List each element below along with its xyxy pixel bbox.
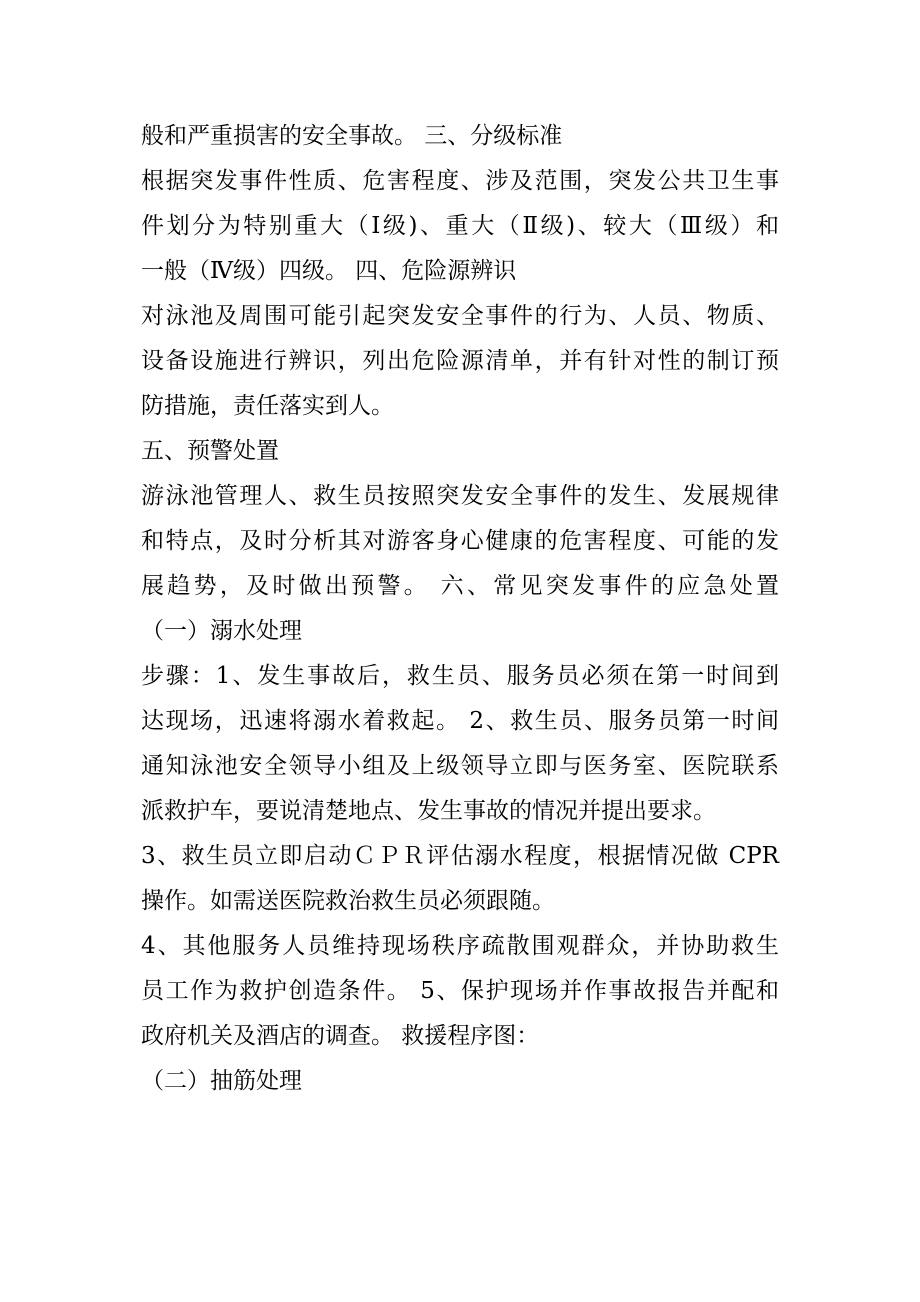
text-line: 达现场，迅速将溺水着救起。 2、救生员、服务员第一时间 (141, 708, 779, 734)
section-heading: 五、预警处置 (141, 438, 279, 464)
text-line: 防措施，责任落实到人。 (141, 393, 394, 419)
text-line: 一般（Ⅳ级）四级。 四、危险源辨识 (141, 258, 517, 284)
text-line: 对泳池及周围可能引起突发安全事件的行为、人员、物质、 (141, 303, 779, 329)
text-line: 展趋势，及时做出预警。 六、常见突发事件的应急处置 (141, 573, 779, 599)
text-line: 步骤：1、发生事故后，救生员、服务员必须在第一时间到 (141, 663, 779, 689)
subsection-heading: （一）溺水处理 (141, 618, 302, 644)
document-body (141, 114, 801, 1104)
text-line: 游泳池管理人、救生员按照突发安全事件的发生、发展规律 (141, 483, 779, 509)
text-line: 根据突发事件性质、危害程度、涉及范围，突发公共卫生事 (141, 168, 779, 194)
text-line: 4、其他服务人员维持现场秩序疏散围观群众，并协助救生 (141, 933, 779, 959)
text-line: 件划分为特别重大（Ⅰ级)、重大（Ⅱ级)、较大（Ⅲ级）和 (141, 213, 779, 239)
text-line: 通知泳池安全领导小组及上级领导立即与医务室、医院联系 (141, 753, 779, 779)
text-line: 3、救生员立即启动ＣＰＲ评估溺水程度，根据情况做 CPR (141, 843, 779, 869)
text-line: 般和严重损害的安全事故。 三、分级标准 (141, 123, 563, 149)
text-line: 和特点，及时分析其对游客身心健康的危害程度、可能的发 (141, 528, 779, 554)
text-line: 操作。如需送医院救治救生员必须跟随。 (141, 888, 555, 914)
subsection-heading: （二）抽筋处理 (141, 1068, 302, 1094)
text-line: 员工作为救护创造条件。 5、保护现场并作事故报告并配和 (141, 978, 779, 1004)
text-line: 设备设施进行辨识，列出危险源清单，并有针对性的制订预 (141, 348, 779, 374)
text-line: 政府机关及酒店的调查。 救援程序图： (141, 1023, 540, 1049)
text-line: 派救护车，要说清楚地点、发生事故的情况并提出要求。 (141, 798, 716, 824)
